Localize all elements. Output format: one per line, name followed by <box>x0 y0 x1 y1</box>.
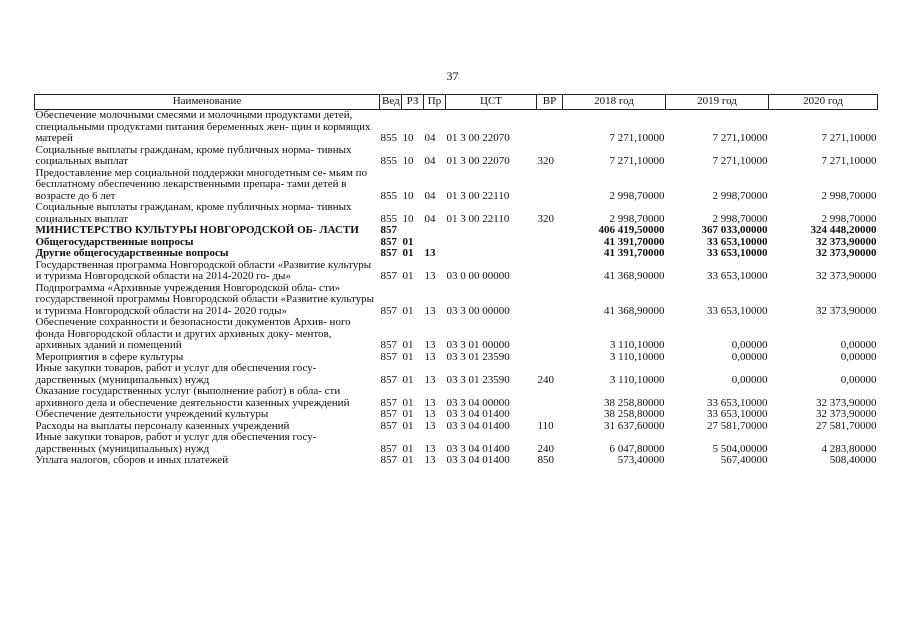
table-row <box>35 409 878 421</box>
cell-y2019: 367 033,00000 <box>701 224 768 236</box>
cell-rz: 01 <box>402 408 414 420</box>
cell-name: МИНИСТЕРСТВО КУЛЬТУРЫ НОВГОРОДСКОЙ ОБ- ЛАСТИ <box>35 224 359 236</box>
cell-pr: 13 <box>424 396 436 409</box>
cell-y2018: 2 998,70000 <box>609 212 665 225</box>
table-row <box>35 386 878 409</box>
table-row <box>35 317 878 352</box>
cell-ved: 855 <box>380 155 397 167</box>
cell-y2018: 31 637,60000 <box>604 419 665 432</box>
cell-cst: 03 3 01 23590 <box>446 373 510 386</box>
cell-y2020: 32 373,90000 <box>816 270 877 282</box>
cell-cst <box>446 248 537 260</box>
table-row <box>35 225 878 237</box>
cell-y2019: 27 581,70000 <box>707 419 768 432</box>
cell-cst: 03 3 04 01400 <box>446 408 510 420</box>
cell-name: Предоставление мер социальной поддержки многодетным се- мьям по бесплатному обеспечению лекарственными препара- тами детей в возрасте до 6 лет <box>35 166 368 202</box>
cell-y2020: 324 448,20000 <box>810 224 877 236</box>
table-row <box>35 455 878 467</box>
cell-rz: 10 <box>402 212 414 225</box>
cell-y2020: 2 998,70000 <box>821 189 877 202</box>
cell-y2020: 7 271,10000 <box>821 132 877 144</box>
cell-vr <box>537 386 563 409</box>
cell-y2018: 41 368,90000 <box>604 304 665 317</box>
cell-y2018: 3 110,10000 <box>609 350 665 363</box>
cell-y2020: 0,00000 <box>840 350 877 363</box>
cell-y2019: 33 653,10000 <box>707 270 768 282</box>
cell-vr: 320 <box>537 155 554 167</box>
cell-y2019: 567,40000 <box>720 454 768 466</box>
cell-ved: 857 <box>380 408 397 420</box>
cell-y2020: 7 271,10000 <box>821 155 877 167</box>
cell-pr: 04 <box>424 212 436 225</box>
cell-ved: 857 <box>380 235 397 248</box>
cell-y2020: 0,00000 <box>840 339 877 351</box>
cell-y2018: 7 271,10000 <box>609 132 665 144</box>
cell-ved: 857 <box>380 304 397 317</box>
cell-y2020: 0,00000 <box>840 373 877 386</box>
table-row <box>35 202 878 225</box>
cell-name: Обеспечение молочными смесями и молочными продуктами детей, специальными продуктами питания беременных жен- щин и кормящих матерей <box>35 109 371 144</box>
cell-vr: 240 <box>537 373 554 386</box>
cell-y2019: 33 653,10000 <box>707 304 768 317</box>
cell-vr <box>537 409 563 421</box>
cell-y2019: 33 653,10000 <box>707 408 768 420</box>
cell-y2018: 38 258,80000 <box>604 396 665 409</box>
cell-y2019: 7 271,10000 <box>712 132 768 144</box>
cell-cst <box>446 225 537 237</box>
cell-vr <box>537 283 563 318</box>
cell-rz: 10 <box>402 189 414 202</box>
budget-table <box>34 94 878 467</box>
cell-pr: 13 <box>424 373 436 386</box>
cell-vr <box>537 248 563 260</box>
cell-pr: 13 <box>424 419 436 432</box>
cell-cst: 03 3 01 00000 <box>446 339 510 351</box>
cell-cst: 03 3 01 23590 <box>446 350 510 363</box>
cell-name: Иные закупки товаров, работ и услуг для обеспечения госу- дарственных (муниципальных) нужд <box>35 362 317 386</box>
col-header-pr: Пр <box>424 95 446 110</box>
cell-rz: 01 <box>402 419 414 432</box>
cell-y2019: 33 653,10000 <box>707 247 768 259</box>
cell-ved: 855 <box>380 132 397 144</box>
cell-ved: 857 <box>380 350 397 363</box>
cell-y2019: 0,00000 <box>731 373 768 386</box>
cell-y2020: 32 373,90000 <box>816 408 877 420</box>
cell-pr: 13 <box>424 247 436 259</box>
table-row <box>35 110 878 145</box>
cell-name: Социальные выплаты гражданам, кроме публичных норма- тивных социальных выплат <box>35 143 352 167</box>
cell-name: Обеспечение деятельности учреждений культуры <box>35 408 269 420</box>
cell-vr <box>537 225 563 237</box>
cell-cst: 01 3 00 22070 <box>446 132 510 144</box>
cell-pr: 13 <box>424 442 436 455</box>
cell-rz: 01 <box>402 373 414 386</box>
table-row <box>35 363 878 386</box>
cell-rz: 01 <box>402 442 414 455</box>
cell-vr <box>537 352 563 364</box>
cell-y2019: 2 998,70000 <box>712 212 768 225</box>
table-row <box>35 248 878 260</box>
cell-pr: 13 <box>424 304 436 317</box>
cell-y2020: 508,40000 <box>829 454 877 466</box>
col-header-cst: ЦСТ <box>446 95 537 110</box>
cell-y2019: 33 653,10000 <box>707 235 768 248</box>
cell-pr: 13 <box>424 408 436 420</box>
cell-y2019: 0,00000 <box>731 339 768 351</box>
page-number: 37 <box>446 69 459 83</box>
cell-cst: 03 3 04 00000 <box>446 396 510 409</box>
cell-y2019: 33 653,10000 <box>707 396 768 409</box>
cell-cst: 03 3 00 00000 <box>446 304 510 317</box>
cell-ved: 857 <box>380 373 397 386</box>
cell-vr: 320 <box>537 212 554 225</box>
cell-name: Мероприятия в сфере культуры <box>35 350 184 363</box>
cell-ved: 857 <box>380 454 397 466</box>
cell-y2020: 32 373,90000 <box>816 396 877 409</box>
cell-ved: 855 <box>380 212 397 225</box>
col-header-2020: 2020 год <box>769 95 878 110</box>
cell-rz: 01 <box>402 350 414 363</box>
cell-y2020: 27 581,70000 <box>816 419 877 432</box>
col-header-vr: ВР <box>537 95 563 110</box>
cell-ved: 857 <box>380 224 397 236</box>
cell-y2018: 41 391,70000 <box>604 235 665 248</box>
cell-y2019: 5 504,00000 <box>712 442 768 455</box>
cell-y2018: 406 419,50000 <box>598 224 665 236</box>
cell-y2020: 2 998,70000 <box>821 212 877 225</box>
cell-ved: 857 <box>380 247 397 259</box>
cell-ved: 855 <box>380 189 397 202</box>
cell-name: Иные закупки товаров, работ и услуг для обеспечения госу- дарственных (муниципальных) нужд <box>35 431 317 455</box>
cell-rz: 01 <box>402 270 414 282</box>
cell-cst: 01 3 00 22110 <box>446 212 510 225</box>
cell-rz: 01 <box>402 304 414 317</box>
table-row <box>35 432 878 455</box>
cell-y2018: 38 258,80000 <box>604 408 665 420</box>
col-header-2019: 2019 год <box>666 95 769 110</box>
cell-pr: 13 <box>424 270 436 282</box>
cell-name: Уплата налогов, сборов и иных платежей <box>35 454 229 466</box>
cell-pr <box>424 225 446 237</box>
cell-y2019: 0,00000 <box>731 350 768 363</box>
cell-rz: 01 <box>402 454 414 466</box>
cell-y2020: 32 373,90000 <box>816 235 877 248</box>
cell-pr: 04 <box>424 189 436 202</box>
cell-pr: 04 <box>424 132 436 144</box>
cell-cst: 03 3 04 01400 <box>446 442 510 455</box>
cell-cst <box>446 237 537 249</box>
cell-ved: 857 <box>380 442 397 455</box>
cell-ved: 857 <box>380 396 397 409</box>
cell-vr: 110 <box>537 419 554 432</box>
cell-vr: 240 <box>537 442 554 455</box>
cell-y2019: 2 998,70000 <box>712 189 768 202</box>
cell-vr <box>537 317 563 352</box>
cell-cst: 01 3 00 22110 <box>446 189 510 202</box>
cell-cst: 03 0 00 00000 <box>446 270 510 282</box>
table-row <box>35 168 878 203</box>
cell-y2018: 7 271,10000 <box>609 155 665 167</box>
cell-name: Социальные выплаты гражданам, кроме публичных норма- тивных социальных выплат <box>35 201 352 225</box>
cell-y2018: 2 998,70000 <box>609 189 665 202</box>
table-row <box>35 145 878 168</box>
cell-vr <box>537 237 563 249</box>
col-header-ved: Вед <box>380 95 402 110</box>
cell-y2018: 3 110,10000 <box>609 373 665 386</box>
cell-rz: 01 <box>402 235 414 248</box>
cell-y2020: 32 373,90000 <box>816 247 877 259</box>
cell-y2020: 4 283,80000 <box>821 442 877 455</box>
col-header-name: Наименование <box>35 95 380 110</box>
cell-y2018: 3 110,10000 <box>609 339 665 351</box>
cell-y2019: 7 271,10000 <box>712 155 768 167</box>
cell-name: Общегосударственные вопросы <box>35 235 194 248</box>
cell-vr <box>537 168 563 203</box>
cell-y2018: 41 368,90000 <box>604 270 665 282</box>
cell-y2018: 41 391,70000 <box>604 247 665 259</box>
cell-pr: 13 <box>424 454 436 466</box>
cell-pr: 04 <box>424 155 436 167</box>
cell-rz: 10 <box>402 132 414 144</box>
cell-name: Государственная программа Новгородской области «Развитие культуры и туризма Новгородской области на 2014-2020 го- ды» <box>35 258 372 282</box>
cell-y2018: 573,40000 <box>617 454 665 466</box>
cell-y2020: 32 373,90000 <box>816 304 877 317</box>
col-header-2018: 2018 год <box>563 95 666 110</box>
cell-rz: 01 <box>402 339 414 351</box>
cell-cst: 03 3 04 01400 <box>446 419 510 432</box>
cell-ved: 857 <box>380 339 397 351</box>
cell-name: Другие общегосударственные вопросы <box>35 247 229 259</box>
col-header-rz: РЗ <box>402 95 424 110</box>
cell-pr: 13 <box>424 339 436 351</box>
cell-vr: 850 <box>537 454 554 466</box>
cell-vr <box>537 110 563 145</box>
cell-pr: 13 <box>424 350 436 363</box>
cell-name: Подпрограмма «Архивные учреждения Новгородской обла- сти» государственной программы Новгородской области «Развитие культуры и туризма Новгородской области на 2014- 2020 годы» <box>35 281 375 317</box>
cell-ved: 857 <box>380 270 397 282</box>
cell-y2018: 6 047,80000 <box>609 442 665 455</box>
cell-name: Расходы на выплаты персоналу казенных учреждений <box>35 419 290 432</box>
cell-rz: 01 <box>402 396 414 409</box>
cell-ved: 857 <box>380 419 397 432</box>
cell-cst: 01 3 00 22070 <box>446 155 510 167</box>
cell-name: Обеспечение сохранности и безопасности документов Архив- ного фонда Новгородской области и других архивных доку- ментов, архивных зданий и помещений <box>35 316 351 351</box>
cell-rz: 01 <box>402 247 414 259</box>
table-row <box>35 283 878 318</box>
table-header-row <box>35 95 878 110</box>
cell-rz <box>402 225 424 237</box>
cell-cst: 03 3 04 01400 <box>446 454 510 466</box>
cell-name: Оказание государственных услуг (выполнение работ) в обла- сти архивного дела и обеспечение деятельности казенных учреждений <box>35 385 350 409</box>
cell-rz: 10 <box>402 155 414 167</box>
cell-vr <box>537 260 563 283</box>
table-row <box>35 260 878 283</box>
